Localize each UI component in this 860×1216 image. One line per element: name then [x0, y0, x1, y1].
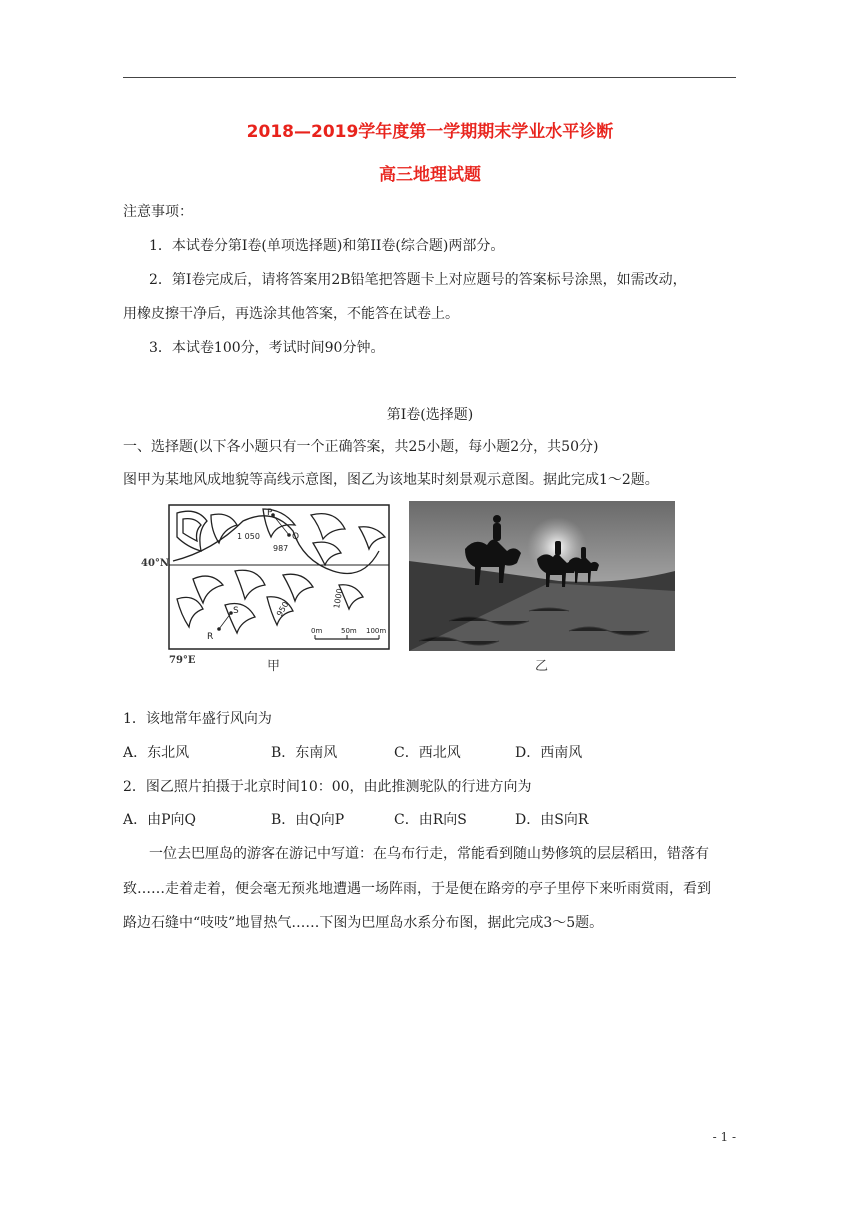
- q1-option-a[interactable]: A．东北风: [123, 745, 190, 761]
- point-q-label: Q: [292, 532, 300, 542]
- q1-option-c[interactable]: C．西北风: [394, 745, 461, 761]
- q1-option-b[interactable]: B．东南风: [271, 745, 338, 761]
- q1-option-d[interactable]: D．西南风: [515, 745, 583, 761]
- notice-item-1: 1．本试卷分第Ⅰ卷(单项选择题)和第II卷(综合题)两部分。: [149, 238, 505, 254]
- section-instruction: 一、选择题(以下各小题只有一个正确答案，共25小题，每小题2分，共50分): [123, 439, 599, 455]
- contour-label-1050: 1 050: [237, 532, 260, 541]
- latitude-label: 40°N: [141, 558, 170, 569]
- section-intro: 图甲为某地风成地貌等高线示意图，图乙为该地某时刻景观示意图。据此完成1～2题。: [123, 472, 659, 488]
- exam-subtitle: 高三地理试题: [379, 165, 481, 185]
- passage-line-1: 一位去巴厘岛的游客在游记中写道：在乌布行走，常能看到随山势修筑的层层稻田，错落有: [149, 846, 709, 862]
- passage-line-2: 致……走着走着，便会毫无预兆地遭遇一场阵雨，于是便在路旁的亭子里停下来听雨赏雨，看到: [123, 881, 711, 897]
- scale-label-0: 0m: [311, 627, 323, 635]
- q2-option-c[interactable]: C．由R向S: [394, 812, 467, 828]
- passage-line-3: 路边石缝中“吱吱”地冒热气……下图为巴厘岛水系分布图，据此完成3～5题。: [123, 915, 604, 931]
- scale-label-100: 100m: [366, 627, 387, 635]
- notice-heading: 注意事项：: [123, 204, 193, 220]
- figure-group: [141, 501, 687, 674]
- notice-item-3: 3．本试卷100分，考试时间90分钟。: [149, 340, 385, 356]
- page-number: - 1 -: [712, 1130, 736, 1144]
- contour-label-987: 987: [273, 544, 289, 553]
- figure-a-caption: 甲: [267, 659, 281, 674]
- section-title: 第Ⅰ卷(选择题): [386, 407, 474, 423]
- contour-label-950: 950: [274, 600, 291, 618]
- q2-option-b[interactable]: B．由Q向P: [271, 812, 345, 828]
- point-s-label: S: [233, 606, 239, 616]
- contour-label-1000: 1000: [332, 587, 345, 610]
- exam-title: 2018—2019学年度第一学期期末学业水平诊断: [246, 122, 614, 142]
- scale-label-50: 50m: [341, 627, 357, 635]
- point-r-label: R: [207, 632, 214, 642]
- header-rule: [123, 77, 736, 78]
- camel-landscape-photo: [409, 501, 675, 651]
- notice-item-2b: 用橡皮擦干净后，再选涂其他答案，不能答在试卷上。: [123, 306, 459, 322]
- q2-option-d[interactable]: D．由S向R: [515, 812, 589, 828]
- point-p-label: P: [267, 508, 273, 518]
- q2-option-a[interactable]: A．由P向Q: [123, 812, 197, 828]
- question-1-stem: 1．该地常年盛行风向为: [123, 711, 272, 727]
- question-2-stem: 2．图乙照片拍摄于北京时间10：00，由此推测驼队的行进方向为: [123, 779, 532, 795]
- figure-b-caption: 乙: [535, 659, 549, 674]
- longitude-label: 79°E: [169, 655, 196, 666]
- contour-map-figure: [163, 501, 391, 651]
- notice-item-2a: 2．第Ⅰ卷完成后，请将答案用2B铅笔把答题卡上对应题号的答案标号涂黑，如需改动，: [149, 272, 687, 288]
